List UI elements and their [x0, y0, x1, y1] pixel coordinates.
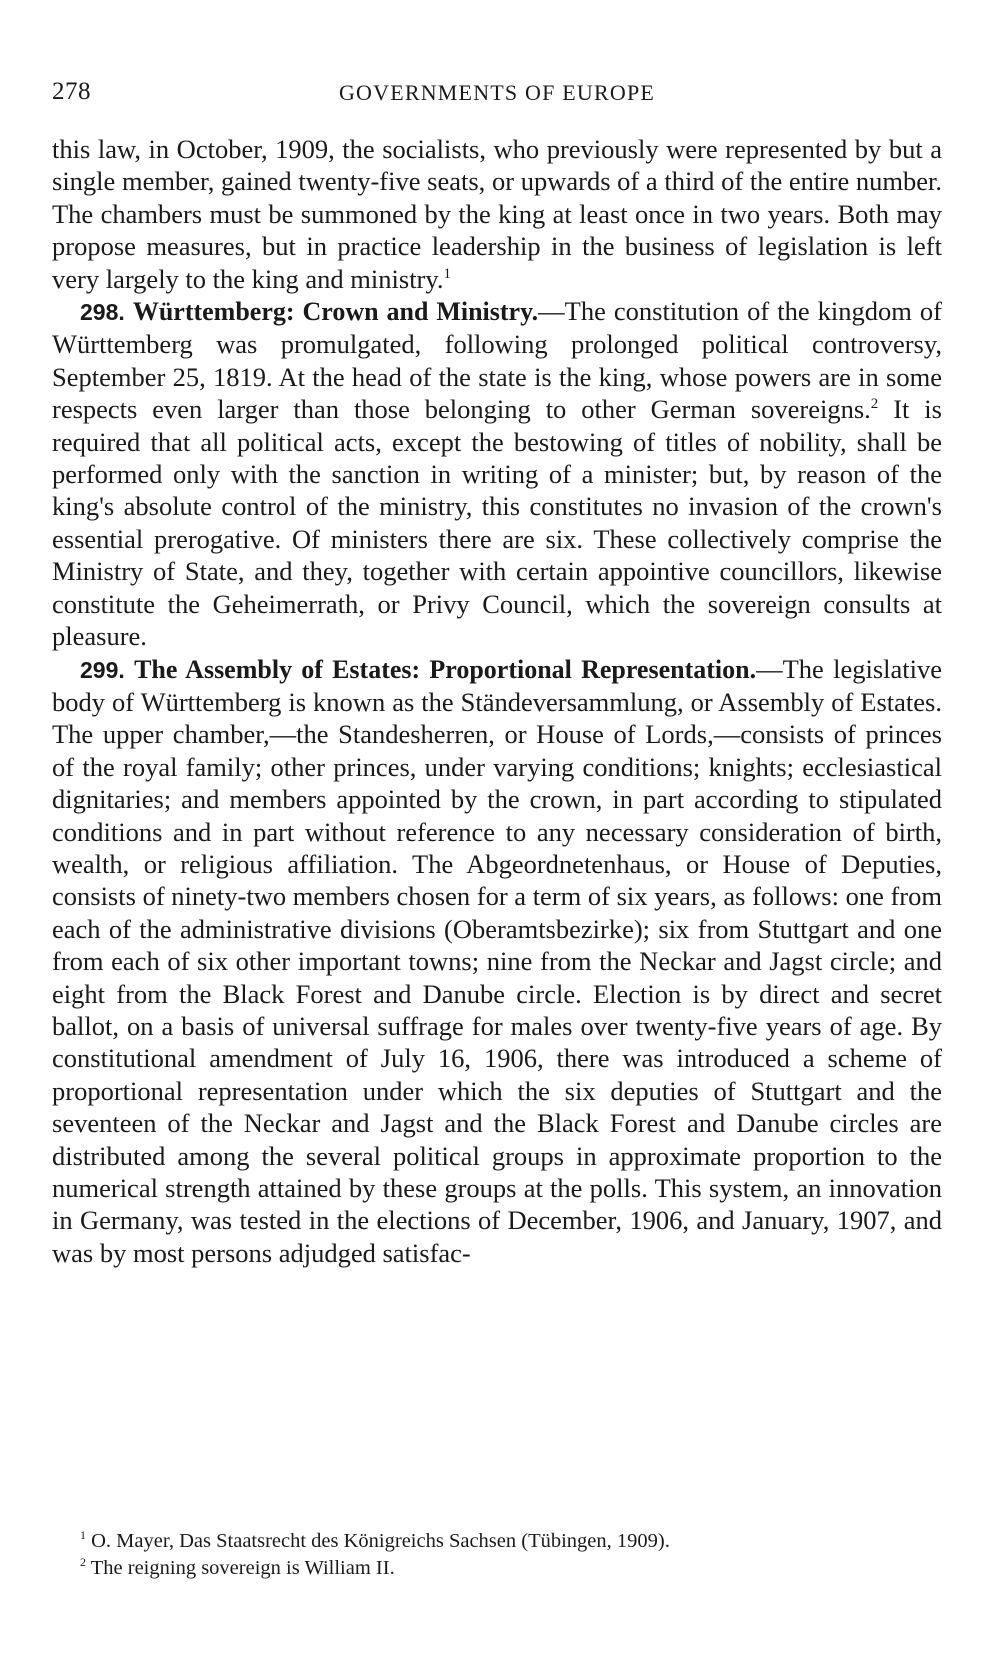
footnote-marker: 2 — [80, 1555, 86, 1569]
paragraph-text: —The constitution of the kingdom of Württemberg was promulgated, following prolonged political controversy, September 25, 1819. At the head of the state is the king, whose powers are in some respects even larger than those belonging to other German sovereigns. — [52, 296, 943, 425]
section-title: The Assembly of Estates: Proportional Representation. — [134, 654, 757, 684]
page-header — [52, 78, 942, 112]
paragraph-text: —The legislative body of Württemberg is known as the Ständeversammlung, or Assembly of Estates. The upper chamber,—the Standesherren, or House of Lords,—consists of princes of the royal family; other princes, under varying conditions; knights; ecclesiastical dignitaries; and members appointed by the crown, in part according to stipulated conditions and in part without reference to any necessary consideration of birth, wealth, or religious affiliation. The Abgeordnetenhaus, or House of Deputies, consists of ninety-two members chosen for a term of six years, as follows: one from each of the administrative divisions (Oberamtsbezirke); six from Stuttgart and one from each of six other important towns; nine from the Neckar and Jagst circle; and eight from the Black Forest and Danube circle. Election is by direct and secret ballot, on a basis of universal suffrage for males over twenty-five years of age. By constitutional amendment of July 16, 1906, there was introduced a scheme of proportional representation under which the six deputies of Stuttgart and the seventeen of the Neckar and Jagst and the Black Forest and Danube circles are distributed among the several political groups in approximate proportion to the numerical strength attained by these groups at the polls. This system, an innovation in Germany, was tested in the elections of December, 1906, and January, 1907, and was by most persons adjudged satisfac- — [52, 653, 942, 1268]
footnote-marker: 1 — [80, 1528, 86, 1542]
footnote — [52, 1528, 942, 1555]
paragraph-continuation — [52, 133, 942, 295]
paragraph-text: It is required that all political acts, except the bestowing of titles of nobility, shall be performed only with the sanction in writing of a minister; but, by reason of the king's absolute control of the ministry, this constitutes no invasion of the crown's essential prerogative. Of ministers there are six. These collectively comprise the Ministry of State, and they, together with certain appointive councillors, likewise constitute the Geheimerrath, or Privy Council, which the sovereign consults at pleasure. — [52, 394, 942, 652]
footnote-text: The reigning sovereign is William II. — [86, 1557, 395, 1579]
footnote-text: O. Mayer, Das Staatsrecht des Königreichs Sachsen (Tübingen, 1909). — [86, 1530, 670, 1552]
running-head: GOVERNMENTS OF EUROPE — [338, 80, 656, 105]
body-text — [52, 133, 942, 1269]
section-number: 298. — [80, 299, 125, 326]
footnote — [52, 1555, 942, 1582]
paragraph-text: this law, in October, 1909, the socialists, who previously were represented by but a single member, gained twenty-five seats, or upwards of a third of the entire number. The chambers must be summoned by the king at least once in two years. Both may propose measures, but in practice leadership in the business of legislation is left very largely to the king and ministry. — [52, 134, 942, 294]
section-299 — [52, 653, 942, 1270]
section-298 — [52, 295, 942, 652]
section-number: 299. — [80, 656, 125, 683]
section-title: Württemberg: Crown and Ministry. — [132, 297, 539, 327]
footnotes — [52, 1528, 942, 1582]
page-number: 278 — [52, 78, 91, 105]
footnote-ref: 2 — [870, 396, 879, 413]
footnote-ref: 1 — [443, 265, 452, 282]
